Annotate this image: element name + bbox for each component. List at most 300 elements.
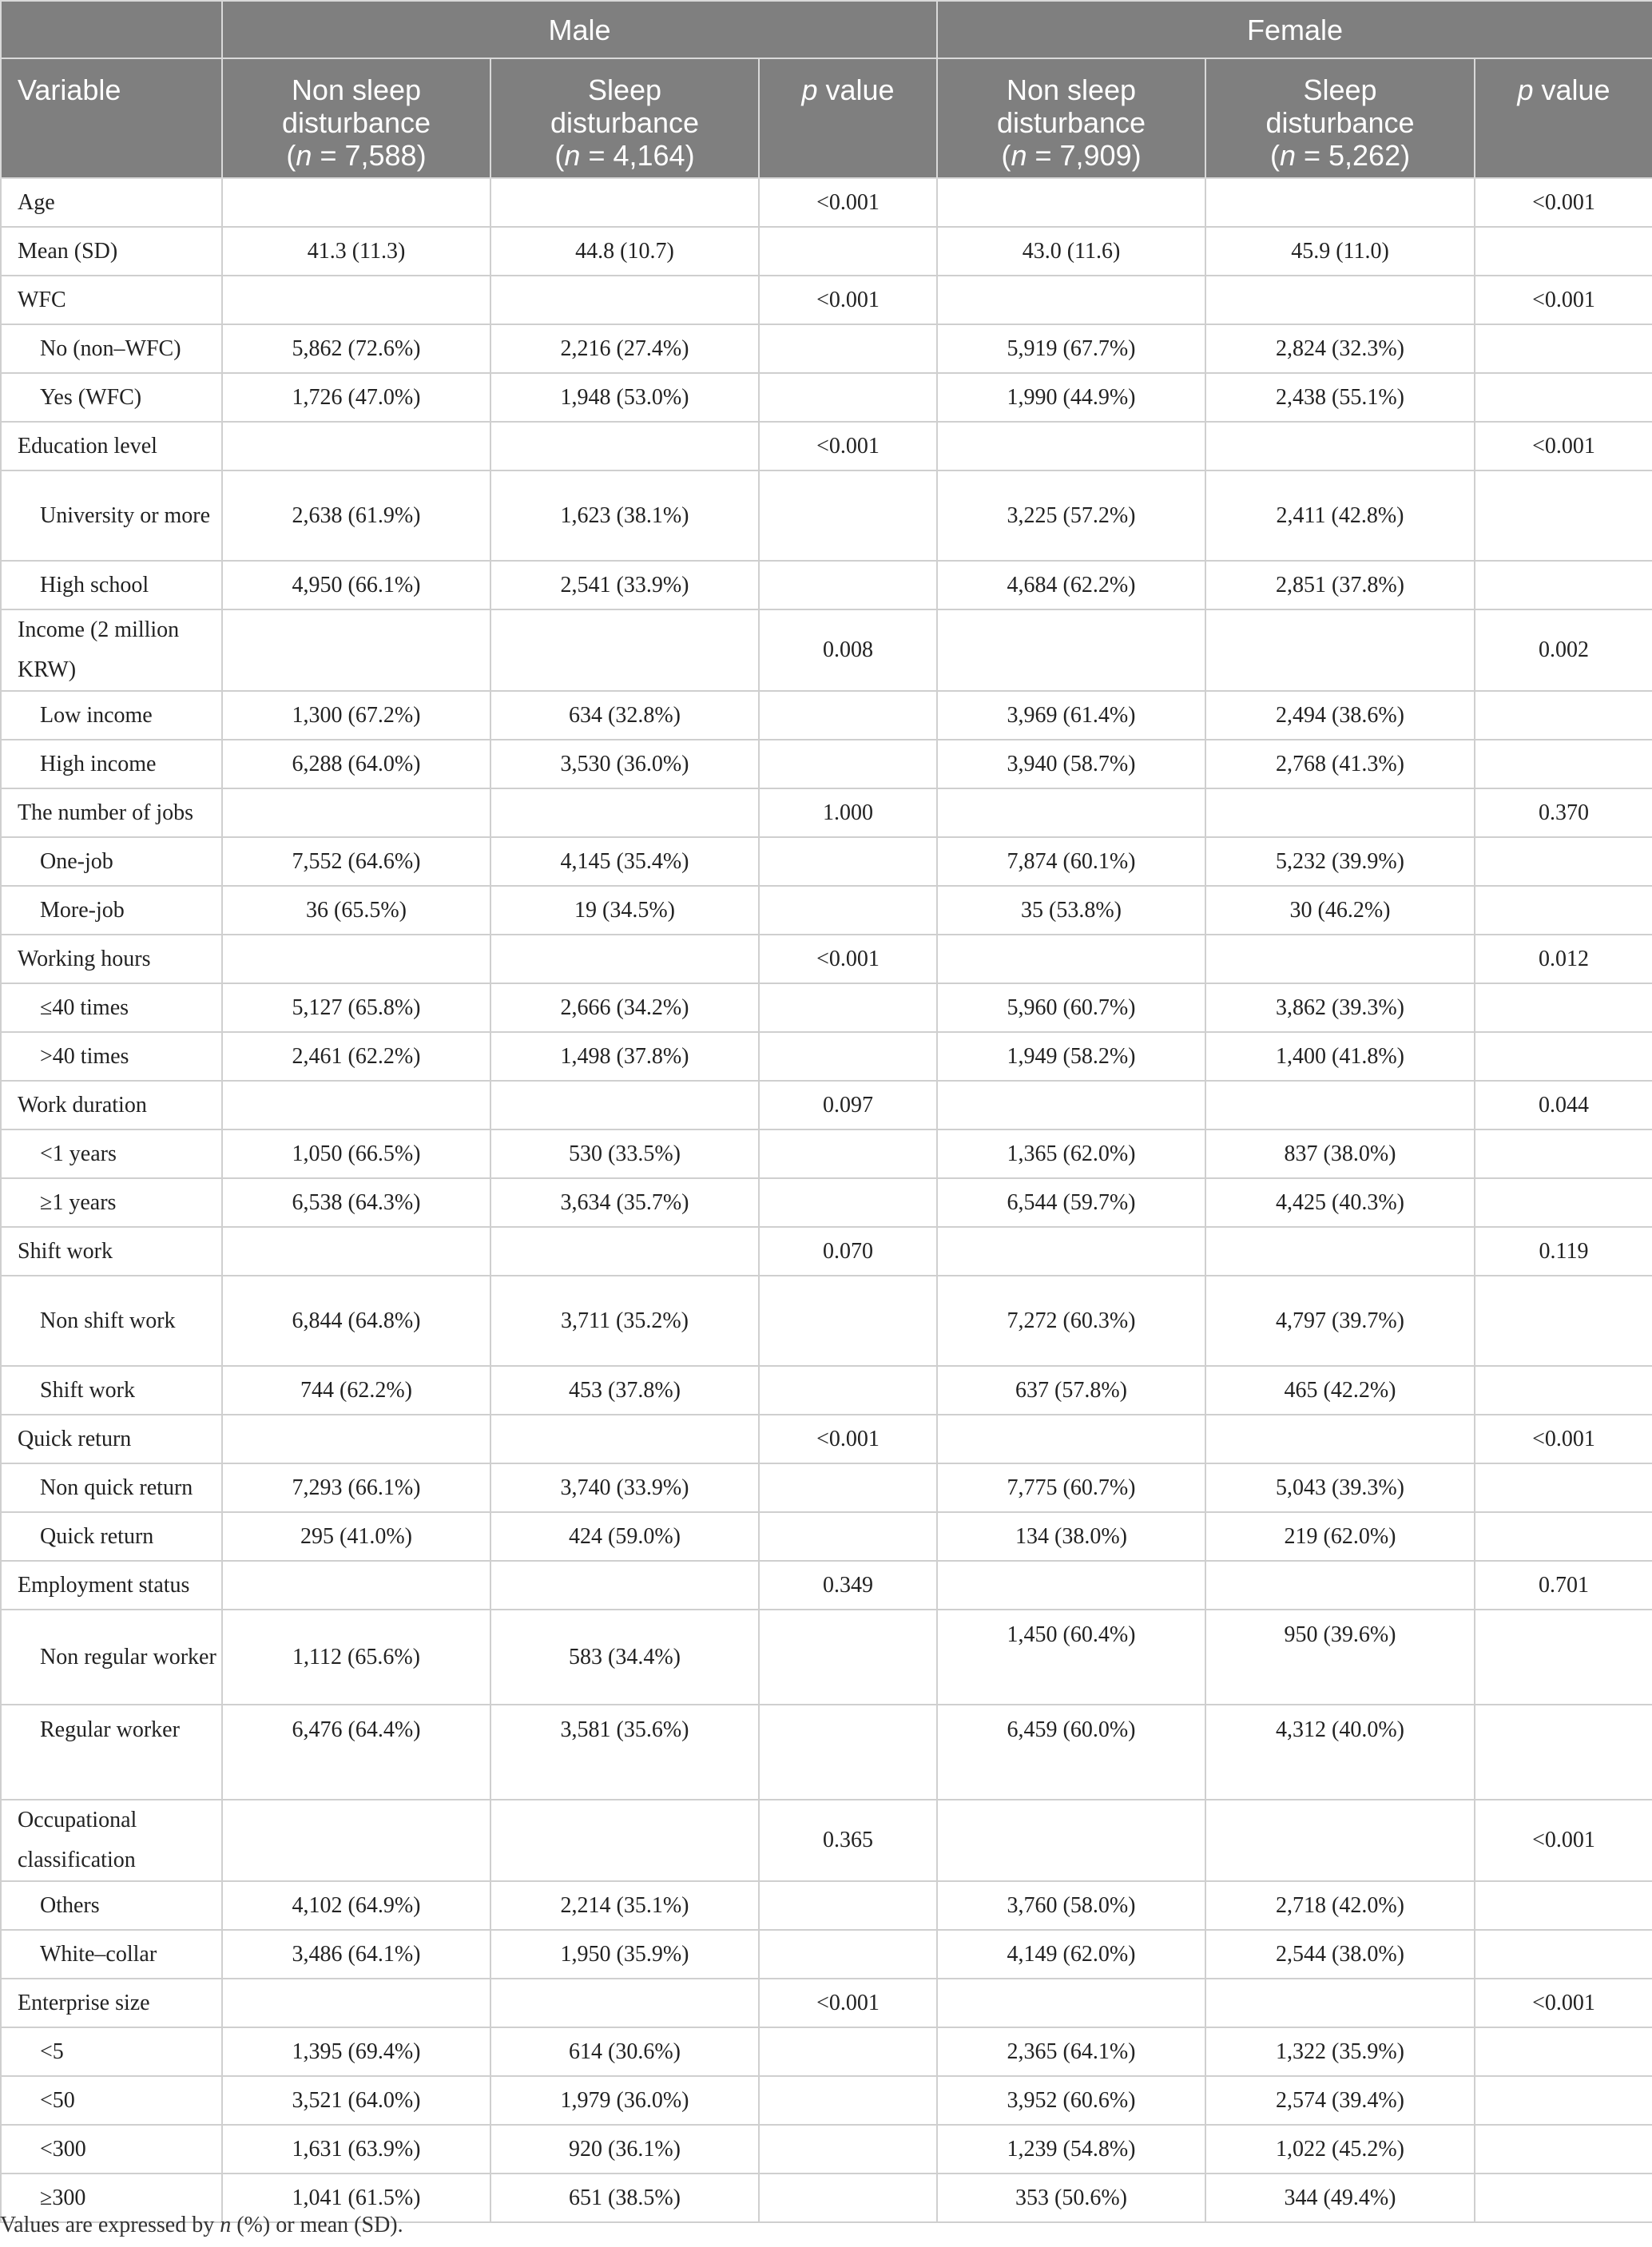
- male-non-sleep-cell: 1,726 (47.0%): [222, 373, 490, 422]
- male-sleep-cell: 1,498 (37.8%): [490, 1032, 759, 1081]
- female-non-sleep-cell: 134 (38.0%): [937, 1512, 1205, 1561]
- female-p-value-cell: [1475, 1032, 1652, 1081]
- female-p-value-cell: <0.001: [1475, 422, 1652, 470]
- header-text: disturbance: [550, 106, 700, 139]
- male-sleep-cell: [490, 1227, 759, 1276]
- female-sleep-cell: 2,544 (38.0%): [1205, 1930, 1475, 1979]
- male-p-value-cell: [759, 1930, 937, 1979]
- female-non-sleep-cell: 1,239 (54.8%): [937, 2125, 1205, 2174]
- male-non-sleep-cell: [222, 1415, 490, 1463]
- male-sleep-cell: [490, 1979, 759, 2027]
- female-non-sleep-cell: [937, 422, 1205, 470]
- header-n-italic: n: [564, 139, 581, 172]
- header-columns-row: [1, 58, 1652, 178]
- header-male-non-sleep: [222, 58, 490, 178]
- table-row: [1, 1276, 1652, 1366]
- table-row: [1, 373, 1652, 422]
- male-non-sleep-cell: 7,552 (64.6%): [222, 837, 490, 886]
- female-non-sleep-cell: [937, 788, 1205, 837]
- table-row: [1, 1610, 1652, 1705]
- variable-label: Education level: [1, 422, 222, 470]
- header-group-row: [1, 1, 1652, 58]
- header-p-rest: value: [817, 73, 895, 106]
- header-p-italic: p: [801, 73, 818, 106]
- header-text: disturbance: [996, 106, 1146, 139]
- female-sleep-cell: 950 (39.6%): [1205, 1610, 1475, 1705]
- header-female-non-sleep: [937, 58, 1205, 178]
- female-non-sleep-cell: 7,272 (60.3%): [937, 1276, 1205, 1366]
- variable-label: One-job: [1, 837, 222, 886]
- female-p-value-cell: [1475, 1463, 1652, 1512]
- female-p-value-cell: [1475, 691, 1652, 740]
- variable-label: ≤40 times: [1, 983, 222, 1032]
- male-non-sleep-cell: 1,631 (63.9%): [222, 2125, 490, 2174]
- male-p-value-cell: 0.070: [759, 1227, 937, 1276]
- table-row: [1, 1415, 1652, 1463]
- male-non-sleep-cell: 6,476 (64.4%): [222, 1705, 490, 1800]
- male-non-sleep-cell: 2,461 (62.2%): [222, 1032, 490, 1081]
- male-non-sleep-cell: [222, 1081, 490, 1129]
- female-non-sleep-cell: [937, 178, 1205, 227]
- female-sleep-cell: 4,312 (40.0%): [1205, 1705, 1475, 1800]
- male-p-value-cell: [759, 1178, 937, 1227]
- table-row: [1, 1979, 1652, 2027]
- female-p-value-cell: [1475, 373, 1652, 422]
- male-sleep-cell: 1,979 (36.0%): [490, 2076, 759, 2125]
- variable-label: ≥1 years: [1, 1178, 222, 1227]
- header-text: Non sleep: [291, 73, 422, 106]
- male-p-value-cell: <0.001: [759, 422, 937, 470]
- female-sleep-cell: 2,574 (39.4%): [1205, 2076, 1475, 2125]
- variable-label: >40 times: [1, 1032, 222, 1081]
- male-p-value-cell: [759, 1366, 937, 1415]
- male-p-value-cell: 0.365: [759, 1800, 937, 1881]
- male-non-sleep-cell: 6,288 (64.0%): [222, 740, 490, 788]
- table-row: [1, 1561, 1652, 1610]
- male-sleep-cell: 19 (34.5%): [490, 886, 759, 935]
- female-sleep-cell: 45.9 (11.0): [1205, 227, 1475, 276]
- male-sleep-cell: [490, 1800, 759, 1881]
- male-p-value-cell: [759, 1610, 937, 1705]
- female-p-value-cell: [1475, 1930, 1652, 1979]
- male-sleep-cell: [490, 1081, 759, 1129]
- header-variable: Variable: [1, 58, 222, 178]
- male-p-value-cell: <0.001: [759, 1415, 937, 1463]
- male-p-value-cell: [759, 1129, 937, 1178]
- footnote-italic-n: n: [220, 2213, 232, 2237]
- variable-label: Quick return: [1, 1415, 222, 1463]
- male-p-value-cell: [759, 561, 937, 609]
- header-male-sleep: [490, 58, 759, 178]
- variable-label: <300: [1, 2125, 222, 2174]
- header-paren: (: [554, 139, 565, 172]
- male-non-sleep-cell: 744 (62.2%): [222, 1366, 490, 1415]
- header-n-value: = 5,262): [1295, 139, 1411, 172]
- table-row: [1, 1032, 1652, 1081]
- male-p-value-cell: [759, 470, 937, 561]
- female-sleep-cell: [1205, 1561, 1475, 1610]
- header-n-value: = 7,588): [312, 139, 427, 172]
- header-paren: (: [1001, 139, 1011, 172]
- female-non-sleep-cell: 353 (50.6%): [937, 2174, 1205, 2222]
- male-sleep-cell: 1,950 (35.9%): [490, 1930, 759, 1979]
- table-row: [1, 2027, 1652, 2076]
- male-p-value-cell: 0.008: [759, 609, 937, 691]
- female-sleep-cell: [1205, 609, 1475, 691]
- female-non-sleep-cell: [937, 609, 1205, 691]
- female-p-value-cell: [1475, 1512, 1652, 1561]
- female-sleep-cell: 2,411 (42.8%): [1205, 470, 1475, 561]
- female-non-sleep-cell: 1,990 (44.9%): [937, 373, 1205, 422]
- variable-label: Yes (WFC): [1, 373, 222, 422]
- variable-label: Regular worker: [1, 1705, 222, 1800]
- table-row: [1, 561, 1652, 609]
- male-sleep-cell: 2,214 (35.1%): [490, 1881, 759, 1930]
- female-sleep-cell: 1,400 (41.8%): [1205, 1032, 1475, 1081]
- variable-label: High income: [1, 740, 222, 788]
- female-sleep-cell: 2,494 (38.6%): [1205, 691, 1475, 740]
- female-p-value-cell: [1475, 2174, 1652, 2222]
- variable-label: Age: [1, 178, 222, 227]
- male-sleep-cell: 2,666 (34.2%): [490, 983, 759, 1032]
- header-female-p-value: [1475, 58, 1652, 178]
- table-row: [1, 1463, 1652, 1512]
- header-text: Sleep: [1303, 73, 1377, 106]
- male-p-value-cell: [759, 1276, 937, 1366]
- male-p-value-cell: 0.349: [759, 1561, 937, 1610]
- female-p-value-cell: <0.001: [1475, 276, 1652, 324]
- male-sleep-cell: 3,740 (33.9%): [490, 1463, 759, 1512]
- male-non-sleep-cell: 295 (41.0%): [222, 1512, 490, 1561]
- male-p-value-cell: <0.001: [759, 935, 937, 983]
- female-sleep-cell: 219 (62.0%): [1205, 1512, 1475, 1561]
- female-p-value-cell: <0.001: [1475, 1415, 1652, 1463]
- male-non-sleep-cell: 1,112 (65.6%): [222, 1610, 490, 1705]
- variable-label: White–collar: [1, 1930, 222, 1979]
- female-p-value-cell: <0.001: [1475, 1979, 1652, 2027]
- table-row: [1, 691, 1652, 740]
- male-non-sleep-cell: [222, 1227, 490, 1276]
- female-p-value-cell: [1475, 1276, 1652, 1366]
- table-header: [1, 1, 1652, 178]
- female-non-sleep-cell: 7,775 (60.7%): [937, 1463, 1205, 1512]
- male-non-sleep-cell: [222, 1561, 490, 1610]
- header-paren: (: [1269, 139, 1280, 172]
- male-p-value-cell: [759, 2027, 937, 2076]
- table-row: [1, 740, 1652, 788]
- header-n-value: = 7,909): [1027, 139, 1142, 172]
- male-non-sleep-cell: [222, 178, 490, 227]
- variable-label: More-job: [1, 886, 222, 935]
- male-non-sleep-cell: 36 (65.5%): [222, 886, 490, 935]
- header-text: disturbance: [281, 106, 431, 139]
- female-non-sleep-cell: [937, 1561, 1205, 1610]
- female-sleep-cell: 2,824 (32.3%): [1205, 324, 1475, 373]
- table-row: [1, 935, 1652, 983]
- male-p-value-cell: [759, 227, 937, 276]
- female-non-sleep-cell: [937, 1227, 1205, 1276]
- male-p-value-cell: [759, 837, 937, 886]
- table-row: [1, 609, 1652, 691]
- female-p-value-cell: [1475, 1178, 1652, 1227]
- male-p-value-cell: 1.000: [759, 788, 937, 837]
- female-sleep-cell: 3,862 (39.3%): [1205, 983, 1475, 1032]
- header-empty-corner: [1, 1, 222, 58]
- male-p-value-cell: [759, 1881, 937, 1930]
- female-non-sleep-cell: 3,969 (61.4%): [937, 691, 1205, 740]
- female-sleep-cell: [1205, 935, 1475, 983]
- female-non-sleep-cell: 1,450 (60.4%): [937, 1610, 1205, 1705]
- female-p-value-cell: [1475, 740, 1652, 788]
- variable-label: <5: [1, 2027, 222, 2076]
- female-non-sleep-cell: 3,940 (58.7%): [937, 740, 1205, 788]
- table-row: [1, 1081, 1652, 1129]
- female-sleep-cell: [1205, 1227, 1475, 1276]
- female-sleep-cell: 30 (46.2%): [1205, 886, 1475, 935]
- female-p-value-cell: <0.001: [1475, 178, 1652, 227]
- male-sleep-cell: 614 (30.6%): [490, 2027, 759, 2076]
- table-row: [1, 227, 1652, 276]
- male-p-value-cell: [759, 373, 937, 422]
- male-non-sleep-cell: 1,300 (67.2%): [222, 691, 490, 740]
- female-p-value-cell: <0.001: [1475, 1800, 1652, 1881]
- female-non-sleep-cell: [937, 276, 1205, 324]
- male-p-value-cell: [759, 740, 937, 788]
- variable-label: Income (2 million KRW): [1, 609, 222, 691]
- table-row: [1, 1178, 1652, 1227]
- female-sleep-cell: 4,425 (40.3%): [1205, 1178, 1475, 1227]
- male-non-sleep-cell: 3,521 (64.0%): [222, 2076, 490, 2125]
- male-sleep-cell: 634 (32.8%): [490, 691, 759, 740]
- female-non-sleep-cell: 6,544 (59.7%): [937, 1178, 1205, 1227]
- header-group-female: Female: [937, 1, 1652, 58]
- header-n-value: = 4,164): [580, 139, 695, 172]
- table-row: [1, 886, 1652, 935]
- female-p-value-cell: 0.370: [1475, 788, 1652, 837]
- table-row: [1, 1930, 1652, 1979]
- variable-label: Shift work: [1, 1227, 222, 1276]
- female-p-value-cell: [1475, 2125, 1652, 2174]
- header-group-male: Male: [222, 1, 937, 58]
- male-sleep-cell: 44.8 (10.7): [490, 227, 759, 276]
- male-sleep-cell: 1,948 (53.0%): [490, 373, 759, 422]
- female-non-sleep-cell: 2,365 (64.1%): [937, 2027, 1205, 2076]
- male-p-value-cell: [759, 2076, 937, 2125]
- male-non-sleep-cell: 5,862 (72.6%): [222, 324, 490, 373]
- male-p-value-cell: [759, 324, 937, 373]
- female-p-value-cell: [1475, 470, 1652, 561]
- table-row: [1, 324, 1652, 373]
- male-non-sleep-cell: 1,395 (69.4%): [222, 2027, 490, 2076]
- male-sleep-cell: 424 (59.0%): [490, 1512, 759, 1561]
- male-p-value-cell: [759, 1705, 937, 1800]
- male-non-sleep-cell: 2,638 (61.9%): [222, 470, 490, 561]
- female-sleep-cell: 837 (38.0%): [1205, 1129, 1475, 1178]
- female-p-value-cell: [1475, 1129, 1652, 1178]
- female-p-value-cell: [1475, 2076, 1652, 2125]
- variable-label: Working hours: [1, 935, 222, 983]
- male-non-sleep-cell: 41.3 (11.3): [222, 227, 490, 276]
- male-sleep-cell: 651 (38.5%): [490, 2174, 759, 2222]
- female-p-value-cell: 0.012: [1475, 935, 1652, 983]
- header-paren: (: [286, 139, 296, 172]
- female-p-value-cell: [1475, 2027, 1652, 2076]
- female-p-value-cell: [1475, 837, 1652, 886]
- female-non-sleep-cell: 1,365 (62.0%): [937, 1129, 1205, 1178]
- male-non-sleep-cell: [222, 1800, 490, 1881]
- male-non-sleep-cell: [222, 788, 490, 837]
- male-sleep-cell: [490, 178, 759, 227]
- footnote-text: Values are expressed by: [0, 2213, 220, 2237]
- male-non-sleep-cell: 6,538 (64.3%): [222, 1178, 490, 1227]
- table-row: [1, 1366, 1652, 1415]
- table-row: [1, 470, 1652, 561]
- variable-label: No (non–WFC): [1, 324, 222, 373]
- male-non-sleep-cell: 4,102 (64.9%): [222, 1881, 490, 1930]
- male-non-sleep-cell: 1,041 (61.5%): [222, 2174, 490, 2222]
- female-p-value-cell: 0.701: [1475, 1561, 1652, 1610]
- male-sleep-cell: 453 (37.8%): [490, 1366, 759, 1415]
- header-text: Sleep: [587, 73, 662, 106]
- male-sleep-cell: [490, 276, 759, 324]
- male-sleep-cell: [490, 788, 759, 837]
- female-p-value-cell: [1475, 1705, 1652, 1800]
- male-non-sleep-cell: [222, 1979, 490, 2027]
- female-sleep-cell: 5,043 (39.3%): [1205, 1463, 1475, 1512]
- male-sleep-cell: 4,145 (35.4%): [490, 837, 759, 886]
- table-row: [1, 1512, 1652, 1561]
- table-row: [1, 2125, 1652, 2174]
- variable-label: Mean (SD): [1, 227, 222, 276]
- female-non-sleep-cell: [937, 1415, 1205, 1463]
- variable-label: WFC: [1, 276, 222, 324]
- male-non-sleep-cell: [222, 422, 490, 470]
- female-p-value-cell: 0.119: [1475, 1227, 1652, 1276]
- variable-label: Non quick return: [1, 1463, 222, 1512]
- table-row: [1, 837, 1652, 886]
- male-p-value-cell: [759, 1463, 937, 1512]
- male-p-value-cell: [759, 983, 937, 1032]
- variable-label: University or more: [1, 470, 222, 561]
- male-p-value-cell: 0.097: [759, 1081, 937, 1129]
- table-row: [1, 422, 1652, 470]
- header-text: Non sleep: [1006, 73, 1137, 106]
- female-p-value-cell: [1475, 1881, 1652, 1930]
- variable-label: <50: [1, 2076, 222, 2125]
- male-sleep-cell: [490, 935, 759, 983]
- variable-label: Non shift work: [1, 1276, 222, 1366]
- table-row: [1, 983, 1652, 1032]
- female-sleep-cell: 2,438 (55.1%): [1205, 373, 1475, 422]
- female-sleep-cell: 5,232 (39.9%): [1205, 837, 1475, 886]
- female-p-value-cell: 0.044: [1475, 1081, 1652, 1129]
- female-sleep-cell: 344 (49.4%): [1205, 2174, 1475, 2222]
- female-p-value-cell: [1475, 324, 1652, 373]
- header-p-rest: value: [1533, 73, 1610, 106]
- variable-label: Quick return: [1, 1512, 222, 1561]
- male-non-sleep-cell: 1,050 (66.5%): [222, 1129, 490, 1178]
- table-footnote: [0, 2213, 403, 2238]
- female-non-sleep-cell: [937, 1081, 1205, 1129]
- male-sleep-cell: [490, 1415, 759, 1463]
- male-non-sleep-cell: [222, 609, 490, 691]
- female-non-sleep-cell: 7,874 (60.1%): [937, 837, 1205, 886]
- male-non-sleep-cell: 7,293 (66.1%): [222, 1463, 490, 1512]
- male-sleep-cell: 3,634 (35.7%): [490, 1178, 759, 1227]
- female-sleep-cell: [1205, 178, 1475, 227]
- male-sleep-cell: 2,216 (27.4%): [490, 324, 759, 373]
- table-row: [1, 1705, 1652, 1800]
- male-sleep-cell: 530 (33.5%): [490, 1129, 759, 1178]
- female-non-sleep-cell: 4,149 (62.0%): [937, 1930, 1205, 1979]
- table-row: [1, 788, 1652, 837]
- female-sleep-cell: [1205, 1979, 1475, 2027]
- male-non-sleep-cell: 6,844 (64.8%): [222, 1276, 490, 1366]
- variable-label: The number of jobs: [1, 788, 222, 837]
- male-sleep-cell: 3,530 (36.0%): [490, 740, 759, 788]
- female-non-sleep-cell: 35 (53.8%): [937, 886, 1205, 935]
- female-sleep-cell: [1205, 1800, 1475, 1881]
- female-non-sleep-cell: 5,919 (67.7%): [937, 324, 1205, 373]
- male-p-value-cell: <0.001: [759, 1979, 937, 2027]
- header-n-italic: n: [1011, 139, 1027, 172]
- female-p-value-cell: [1475, 1366, 1652, 1415]
- female-non-sleep-cell: 637 (57.8%): [937, 1366, 1205, 1415]
- male-non-sleep-cell: 4,950 (66.1%): [222, 561, 490, 609]
- male-sleep-cell: [490, 1561, 759, 1610]
- female-sleep-cell: 1,022 (45.2%): [1205, 2125, 1475, 2174]
- female-sleep-cell: [1205, 1415, 1475, 1463]
- male-sleep-cell: 3,581 (35.6%): [490, 1705, 759, 1800]
- female-sleep-cell: 2,718 (42.0%): [1205, 1881, 1475, 1930]
- variable-label: High school: [1, 561, 222, 609]
- variable-label: Low income: [1, 691, 222, 740]
- male-sleep-cell: 920 (36.1%): [490, 2125, 759, 2174]
- male-sleep-cell: 1,623 (38.1%): [490, 470, 759, 561]
- female-sleep-cell: [1205, 276, 1475, 324]
- female-non-sleep-cell: 3,225 (57.2%): [937, 470, 1205, 561]
- female-p-value-cell: [1475, 983, 1652, 1032]
- female-sleep-cell: [1205, 422, 1475, 470]
- female-p-value-cell: [1475, 561, 1652, 609]
- female-p-value-cell: [1475, 886, 1652, 935]
- header-male-p-value: [759, 58, 937, 178]
- male-sleep-cell: 583 (34.4%): [490, 1610, 759, 1705]
- table-body: [1, 178, 1652, 2222]
- female-non-sleep-cell: 1,949 (58.2%): [937, 1032, 1205, 1081]
- female-p-value-cell: [1475, 227, 1652, 276]
- male-sleep-cell: 3,711 (35.2%): [490, 1276, 759, 1366]
- female-non-sleep-cell: 6,459 (60.0%): [937, 1705, 1205, 1800]
- female-non-sleep-cell: [937, 935, 1205, 983]
- table-row: [1, 276, 1652, 324]
- variable-label: ≥300: [1, 2174, 222, 2222]
- header-text: disturbance: [1265, 106, 1415, 139]
- header-p-italic: p: [1517, 73, 1534, 106]
- female-sleep-cell: [1205, 1081, 1475, 1129]
- female-non-sleep-cell: 5,960 (60.7%): [937, 983, 1205, 1032]
- male-p-value-cell: [759, 2125, 937, 2174]
- female-sleep-cell: 2,851 (37.8%): [1205, 561, 1475, 609]
- male-p-value-cell: [759, 886, 937, 935]
- female-non-sleep-cell: [937, 1800, 1205, 1881]
- female-non-sleep-cell: 43.0 (11.6): [937, 227, 1205, 276]
- male-p-value-cell: [759, 691, 937, 740]
- variable-label: Occupational classification: [1, 1800, 222, 1881]
- table-row: [1, 1129, 1652, 1178]
- male-non-sleep-cell: 3,486 (64.1%): [222, 1930, 490, 1979]
- header-n-italic: n: [1279, 139, 1296, 172]
